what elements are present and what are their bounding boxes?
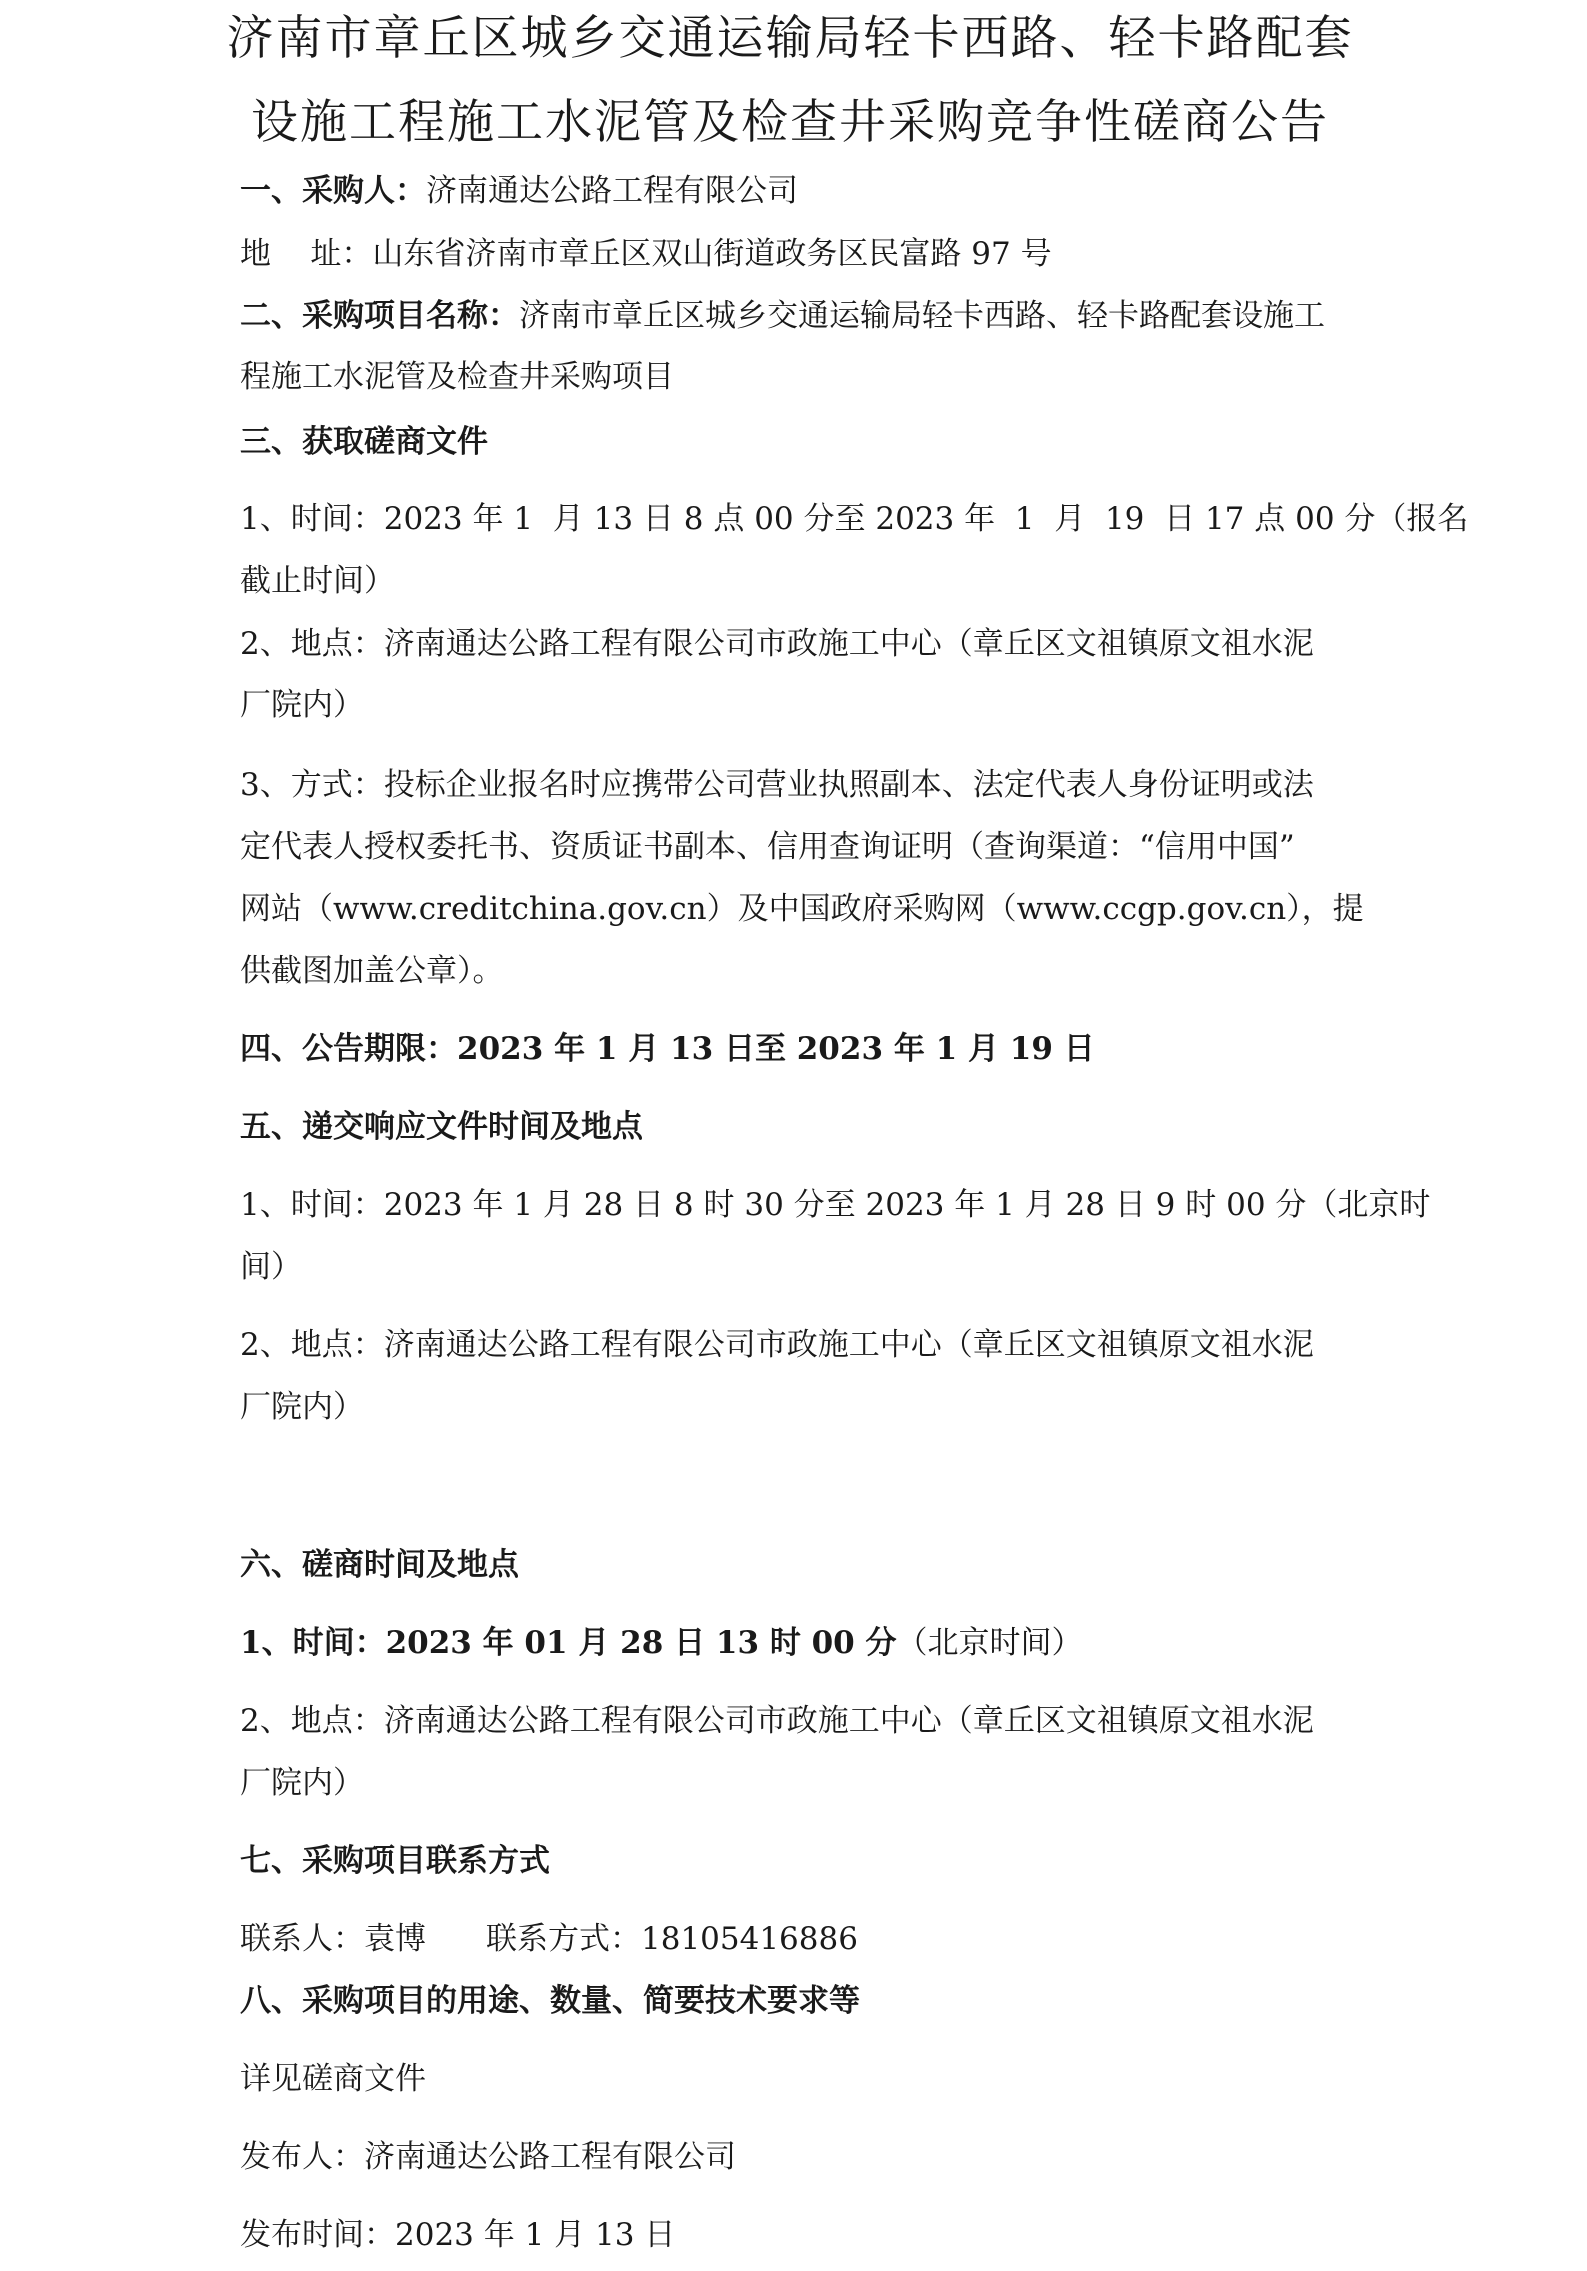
section-3-heading: 三、获取磋商文件 (240, 424, 488, 460)
obtain-time-line-2: 截止时间） (240, 563, 395, 599)
section-8-heading: 八、采购项目的用途、数量、简要技术要求等 (240, 1983, 860, 2019)
address-label: 地 址： (240, 236, 373, 272)
address-line (240, 232, 1340, 276)
submit-place-line-2: 厂院内） (240, 1389, 364, 1425)
purchaser-value: 济南通达公路工程有限公司 (426, 173, 798, 209)
contact-phone: 联系方式：18105416886 (486, 1921, 858, 1957)
contact-line (240, 1917, 1340, 1961)
obtain-place-line-2: 厂院内） (240, 687, 364, 723)
section-5-heading: 五、递交响应文件时间及地点 (240, 1109, 643, 1145)
project-name-line-1 (240, 294, 1340, 338)
title-line-2: 设施工程施工水泥管及检查井采购竞争性磋商公告 (251, 95, 1329, 150)
publish-time-line: 发布时间：2023 年 1 月 13 日 (240, 2217, 676, 2253)
address-value: 山东省济南市章丘区双山街道政务区民富路 97 号 (372, 236, 1052, 272)
consult-place-line-2: 厂院内） (240, 1765, 364, 1801)
obtain-way-line-3: 网站（www.creditchina.gov.cn）及中国政府采购网（www.ccgp.gov.cn），提 (240, 891, 1364, 927)
purchaser-label: 一、采购人： (240, 173, 426, 209)
detail-line: 详见磋商文件 (240, 2061, 426, 2097)
obtain-way-line-1: 3、方式：投标企业报名时应携带公司营业执照副本、法定代表人身份证明或法 (240, 767, 1314, 803)
title-line-1: 济南市章丘区城乡交通运输局轻卡西路、轻卡路配套 (226, 11, 1354, 66)
contact-person: 联系人：袁博 (240, 1921, 426, 1957)
consult-time-line (240, 1621, 1340, 1665)
purchaser-line (240, 169, 1340, 213)
obtain-time-line-1: 1、时间：2023 年 1 月 13 日 8 点 00 分至 2023 年 1 月 19 日 17 点 00 分（报名 (240, 501, 1469, 537)
notice-period-heading: 四、公告期限：2023 年 1 月 13 日至 2023 年 1 月 19 日 (240, 1031, 1095, 1067)
publisher-line: 发布人：济南通达公路工程有限公司 (240, 2139, 736, 2175)
consult-time-tail: （北京时间） (896, 1625, 1083, 1661)
obtain-way-line-2: 定代表人授权委托书、资质证书副本、信用查询证明（查询渠道：“信用中国” (240, 829, 1295, 865)
submit-time-line-1: 1、时间：2023 年 1 月 28 日 8 时 30 分至 2023 年 1 月 28 日 9 时 00 分（北京时 (240, 1187, 1431, 1223)
section-6-heading: 六、磋商时间及地点 (240, 1547, 519, 1583)
project-name-value-1: 济南市章丘区城乡交通运输局轻卡西路、轻卡路配套设施工 (519, 298, 1325, 334)
submit-time-line-2: 间） (240, 1249, 302, 1285)
project-name-line-2: 程施工水泥管及检查井采购项目 (240, 359, 674, 395)
section-7-heading: 七、采购项目联系方式 (240, 1843, 550, 1879)
project-name-label: 二、采购项目名称： (240, 298, 519, 334)
consult-place-line-1: 2、地点：济南通达公路工程有限公司市政施工中心（章丘区文祖镇原文祖水泥 (240, 1703, 1314, 1739)
obtain-way-line-4: 供截图加盖公章）。 (240, 953, 504, 989)
obtain-place-line-1: 2、地点：济南通达公路工程有限公司市政施工中心（章丘区文祖镇原文祖水泥 (240, 626, 1314, 662)
submit-place-line-1: 2、地点：济南通达公路工程有限公司市政施工中心（章丘区文祖镇原文祖水泥 (240, 1327, 1314, 1363)
consult-time-main: 1、时间：2023 年 01 月 28 日 13 时 00 分 (240, 1625, 897, 1661)
